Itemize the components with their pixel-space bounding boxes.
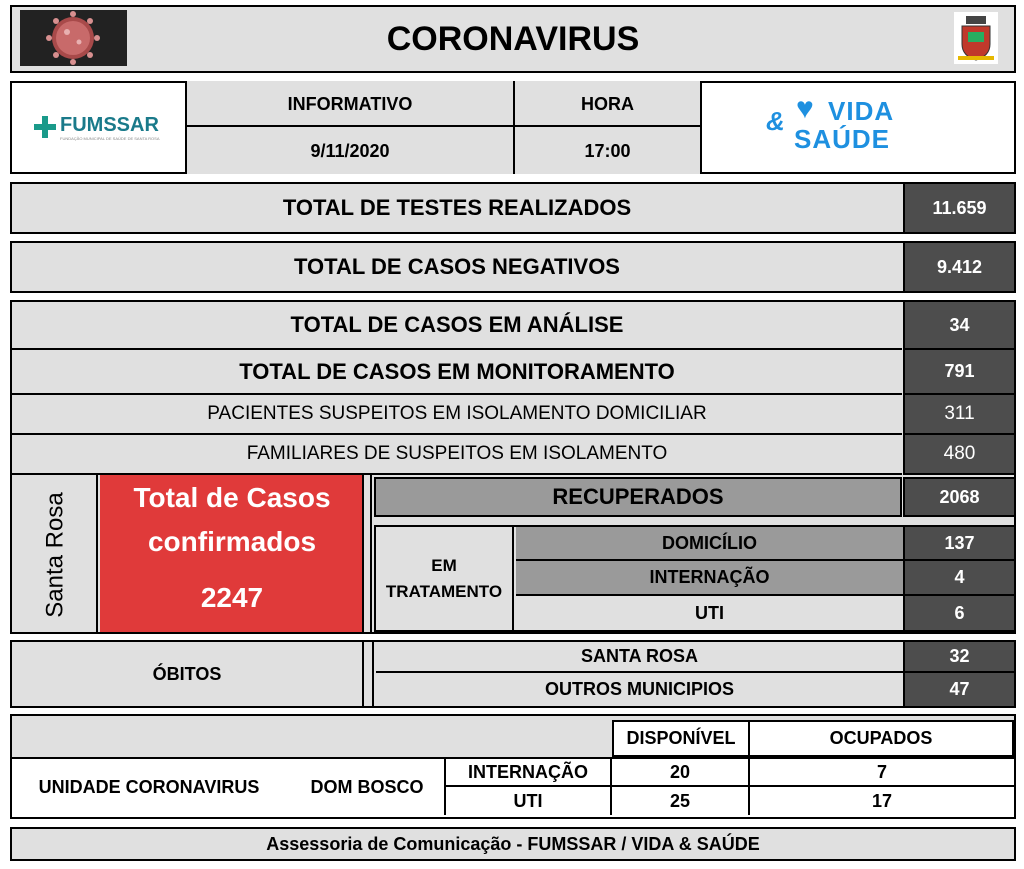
vida-logo-amp: & (766, 106, 785, 136)
familiares-value: 480 (903, 435, 1014, 475)
unidade-internacao-disponivel: 20 (612, 759, 750, 787)
unidade-uti-disponivel: 25 (612, 787, 750, 815)
footer-text: Assessoria de Comunicação - FUMSSAR / VIDA & SAÚDE (266, 833, 760, 854)
internacao-label: INTERNAÇÃO (516, 561, 903, 596)
disponivel-header: DISPONÍVEL (612, 720, 750, 757)
internacao-value: 4 (903, 561, 1014, 596)
unidade-internacao-label: INTERNAÇÃO (446, 759, 612, 787)
vida-saude-logo (760, 92, 950, 156)
domicilio-label: DOMICÍLIO (516, 527, 903, 561)
confirmed-divider (364, 475, 372, 632)
negativos-label: TOTAL DE CASOS NEGATIVOS (294, 254, 620, 279)
coronavirus-image (20, 10, 127, 66)
fumssar-logo-subtext: FUNDAÇÃO MUNICIPAL DE SAÚDE DE SANTA ROSA (60, 136, 160, 141)
fumssar-logo (34, 114, 164, 142)
page-title: CORONAVIRUS (386, 19, 640, 58)
monitoramento-label: TOTAL DE CASOS EM MONITORAMENTO (12, 350, 902, 395)
obitos-outros-label: OUTROS MUNICIPIOS (544, 679, 734, 699)
unidade-place: DOM BOSCO (290, 759, 446, 815)
testes-label: TOTAL DE TESTES REALIZADOS (282, 195, 632, 220)
date-value: 9/11/2020 (310, 140, 390, 161)
obitos-label: ÓBITOS (12, 642, 364, 706)
analise-label: TOTAL DE CASOS EM ANÁLISE (12, 302, 902, 350)
city-label: Santa Rosa (41, 492, 69, 618)
uti-value: 6 (903, 596, 1014, 630)
time-value: 17:00 (584, 140, 631, 161)
familiares-label: FAMILIARES DE SUSPEITOS EM ISOLAMENTO (12, 435, 902, 475)
confirmed-label-line2: confirmados (147, 526, 317, 557)
medical-cross-icon (34, 116, 56, 138)
unidade-internacao-ocupados: 7 (750, 759, 1014, 787)
confirmed-value: 2247 (200, 582, 264, 613)
unidade-uti-ocupados: 17 (871, 790, 893, 811)
unidade-name: UNIDADE CORONAVIRUS (38, 776, 260, 797)
vida-logo-line1: VIDA (828, 96, 895, 126)
footer-bar (10, 827, 1016, 861)
tratamento-label-line1: EM (431, 555, 457, 575)
unidade-uti-label: UTI (446, 787, 612, 815)
recuperados-value: 2068 (903, 477, 1014, 517)
recuperados-label: RECUPERADOS (374, 477, 902, 517)
domicilio-value: 137 (903, 527, 1014, 561)
tratamento-label-line2: TRATAMENTO (385, 581, 503, 601)
obitos-santa-rosa-value: 32 (903, 642, 1014, 673)
pacientes-value: 311 (903, 395, 1014, 435)
negativos-value: 9.412 (903, 243, 1014, 291)
testes-value: 11.659 (903, 184, 1014, 232)
confirmed-label-line1: Total de Casos (133, 482, 331, 513)
obitos-santa-rosa-label: SANTA ROSA (376, 642, 903, 673)
obitos-outros-value: 47 (903, 673, 1014, 706)
uti-label: UTI (516, 596, 903, 630)
hora-label: HORA (515, 83, 700, 127)
fumssar-logo-text: FUMSSAR (60, 114, 159, 136)
vida-logo-line2: SAÚDE (794, 124, 891, 154)
ocupados-header: OCUPADOS (750, 720, 1014, 757)
analise-value: 34 (903, 302, 1014, 350)
monitoramento-value: 791 (903, 350, 1014, 395)
heart-icon: ♥ (796, 92, 814, 125)
municipal-crest-icon (954, 12, 998, 64)
tratamento-label (376, 527, 514, 630)
obitos-divider (366, 642, 374, 706)
informativo-label: INFORMATIVO (187, 83, 513, 127)
pacientes-label: PACIENTES SUSPEITOS EM ISOLAMENTO DOMICILIAR (12, 395, 902, 435)
